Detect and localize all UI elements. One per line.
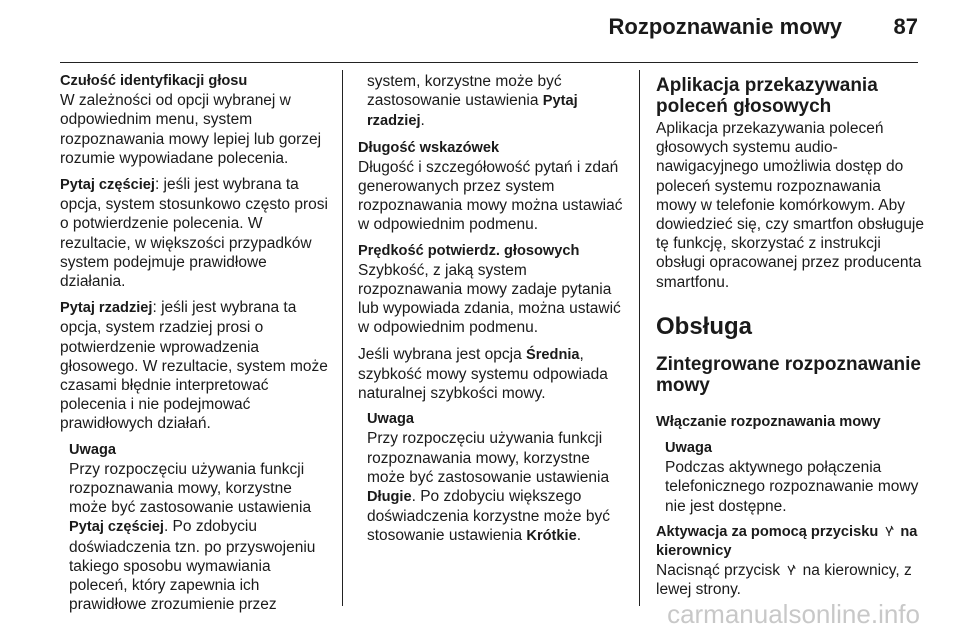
note-continuation: system, korzystne może być zastosowanie ustawienia Pytaj rzadziej.	[367, 73, 578, 130]
note-box: Uwaga Przy rozpoczęciu używania funkcji rozpoznawania mowy, korzystne może być zastosowanie ustawienia Długie. Po zdobyciu większego doświadczenia korzystne może być stosowanie ustawienia Krótkie.	[358, 410, 628, 546]
column-2	[358, 72, 628, 554]
note-title: Uwaga	[69, 441, 117, 458]
header-divider	[60, 62, 918, 63]
speed-medium-paragraph: Jeśli wybrana jest opcja Średnia, szybkość mowy systemu odpowiada naturalnej szybkości mowy.	[358, 345, 608, 403]
note-box: Uwaga Podczas aktywnego połączenia telefonicznego rozpoznawanie mowy nie jest dostępne.	[656, 439, 924, 516]
button-activation-paragraph: Nacisnąć przycisk na kierownicy, z lewej strony.	[656, 562, 912, 599]
column-divider	[342, 70, 343, 606]
operation-heading: Obsługa	[656, 312, 753, 340]
option-ask-often: Pytaj częściej: jeśli jest wybrana ta opcja, system stosunkowo często prosi o potwierdzenie polecenia. W rezultacie, w większości przypadków system podejmuje prawidłowe działania.	[60, 176, 328, 291]
option-term: Pytaj rzadziej	[60, 300, 153, 317]
app-paragraph: Aplikacja przekazywania poleceń głosowych systemu audio-nawigacyjnego umożliwia dostęp do poleceń systemu rozpoznawania mowy w telefonie komórkowym. Aby dowiedzieć się, czy smartfon obsługuje tę funkcję, skorzystać z instrukcji obsługi opracowanej przez producenta smartfonu.	[656, 120, 924, 291]
page-number: 87	[893, 14, 918, 39]
column-divider	[639, 70, 640, 606]
speed-paragraph: Szybkość, z jaką system rozpoznawania mowy zadaje pytania lub wypowiada zdania, można ustawić w odpowiednim podmenu.	[358, 261, 621, 337]
prompt-length-paragraph: Długość i szczegółowość pytań i zdań generowanych przez system rozpoznawania mowy można ustawiać w odpowiednim podmenu.	[358, 158, 623, 234]
page-title: Rozpoznawanie mowy	[608, 14, 842, 39]
column-3	[656, 72, 924, 607]
integrated-heading: Zintegrowane rozpoznawanie mowy	[656, 353, 921, 396]
voice-command-icon	[786, 564, 796, 576]
option-term: Pytaj częściej	[60, 177, 155, 194]
prompt-length-heading: Długość wskazówek	[358, 139, 500, 156]
speed-heading: Prędkość potwierdz. głosowych	[358, 242, 580, 259]
voice-command-icon	[884, 525, 894, 537]
enable-heading: Włączanie rozpoznawania mowy	[656, 413, 881, 430]
note-box: Uwaga Przy rozpoczęciu używania funkcji rozpoznawania mowy, korzystne może być zastosowanie ustawienia Pytaj częściej. Po zdobyciu doświadczenia tzn. po przyswojeniu takiego sposobu wymawiania poleceń, który zapewnia ich prawidłowe zrozumienie przez	[60, 441, 332, 615]
app-heading: Aplikacja przekazywania poleceń głosowych	[656, 75, 878, 117]
column-1	[60, 72, 332, 621]
option-ask-rarely: Pytaj rzadziej: jeśli jest wybrana ta opcja, system rzadziej prosi o potwierdzenie wprowadzenia głosowego. W rezultacie, system może czasami błędnie interpretować polecenia i nie podejmować prawidłowych działań.	[60, 299, 328, 433]
sensitivity-paragraph: W zależności od opcji wybranej w odpowiednim menu, system rozpoznawania mowy lepiej lub gorzej rozumie wypowiadane polecenia.	[60, 92, 322, 167]
note-title: Uwaga	[665, 440, 713, 457]
button-activation-heading: Aktywacja za pomocą przycisku na kierownicy	[656, 523, 918, 560]
watermark: carmanualsonline.info	[667, 599, 920, 629]
note-title: Uwaga	[367, 411, 415, 428]
sensitivity-heading: Czułość identyfikacji głosu	[60, 73, 248, 89]
